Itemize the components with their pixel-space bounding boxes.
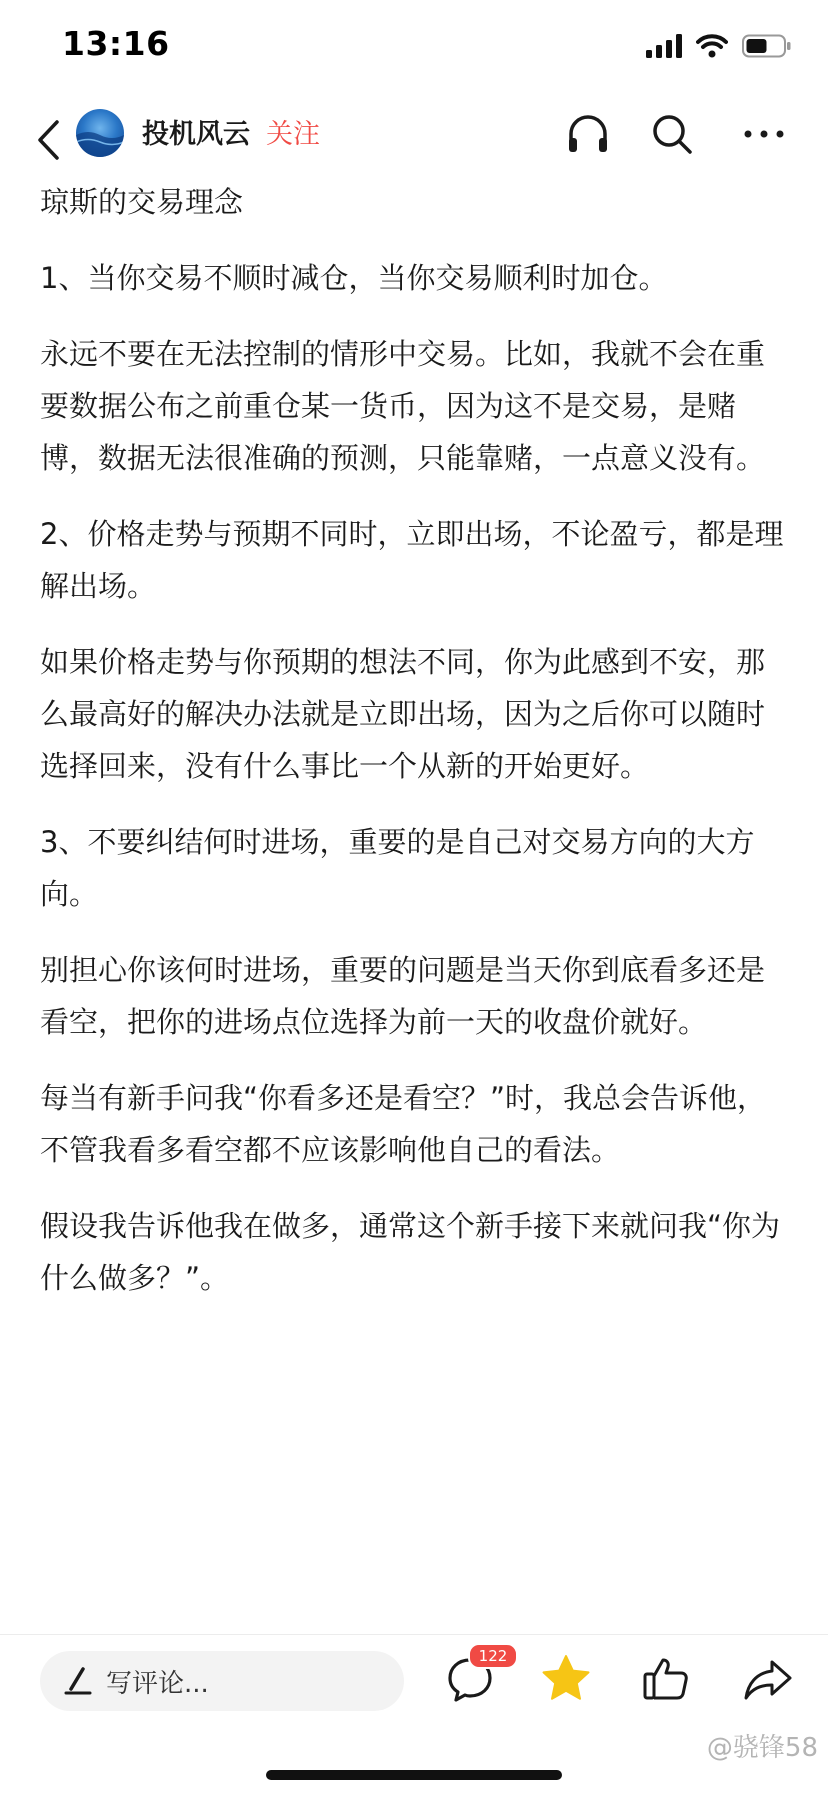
avatar[interactable]: [76, 109, 124, 157]
nav-bar: [0, 96, 828, 186]
watermark: @骁锋58: [706, 1733, 818, 1763]
pen-icon: [62, 1665, 94, 1697]
star-icon: [539, 1652, 593, 1706]
article-title: 琼斯的交易理念: [40, 185, 244, 219]
comment-placeholder: 写评论...: [106, 1668, 209, 1699]
comment-count-badge: 122: [468, 1643, 518, 1669]
battery-icon: [742, 34, 792, 62]
status-icons: [646, 34, 792, 62]
comment-input[interactable]: [40, 1651, 404, 1711]
article-paragraph: 每当有新手问我“你看多还是看空？”时，我总会告诉他，不管我看多看空都不应该影响他自己的看法。: [40, 1081, 767, 1167]
comments-button[interactable]: [440, 1647, 508, 1709]
headphones-icon: [566, 112, 610, 156]
listen-button[interactable]: [562, 108, 614, 160]
share-button[interactable]: [738, 1649, 798, 1709]
search-button[interactable]: [646, 108, 698, 160]
home-indicator[interactable]: [266, 1770, 562, 1780]
back-icon: [35, 119, 61, 161]
more-button[interactable]: [738, 108, 790, 160]
article-paragraph: 永远不要在无法控制的情形中交易。比如，我就不会在重要数据公布之前重仓某一货币，因为这不是交易，是赌博，数据无法很准确的预测，只能靠赌，一点意义没有。: [40, 337, 766, 475]
back-button[interactable]: [28, 110, 68, 170]
article-paragraph: 别担心你该何时进场，重要的问题是当天你到底看多还是看空，把你的进场点位选择为前一天的收盘价就好。: [40, 953, 766, 1039]
wifi-icon: [696, 34, 728, 62]
more-icon: [742, 112, 786, 156]
article-body: [40, 176, 792, 1304]
follow-button[interactable]: 关注: [266, 119, 320, 150]
article-paragraph: 1、当你交易不顺时减仓，当你交易顺利时加仓。: [40, 261, 668, 295]
article-paragraph: 假设我告诉他我在做多，通常这个新手接下来就问我“你为什么做多？”。: [40, 1209, 781, 1295]
share-icon: [742, 1654, 794, 1704]
article-paragraph: 3、不要纠结何时进场，重要的是自己对交易方向的大方向。: [40, 825, 755, 911]
signal-icon: [646, 34, 682, 62]
article-paragraph: 2、价格走势与预期不同时，立即出场，不论盈亏，都是理解出场。: [40, 517, 784, 603]
status-time: 13:16: [62, 24, 170, 63]
account-name[interactable]: 投机风云: [142, 119, 250, 150]
favorite-button[interactable]: [536, 1649, 596, 1709]
article-paragraph: 如果价格走势与你预期的想法不同，你为此感到不安，那么最高好的解决办法就是立即出场，因为之后你可以随时选择回来，没有什么事比一个从新的开始更好。: [40, 645, 766, 783]
like-button[interactable]: [636, 1649, 696, 1709]
search-icon: [650, 112, 694, 156]
status-bar: [0, 0, 828, 96]
thumbs-up-icon: [641, 1654, 691, 1704]
